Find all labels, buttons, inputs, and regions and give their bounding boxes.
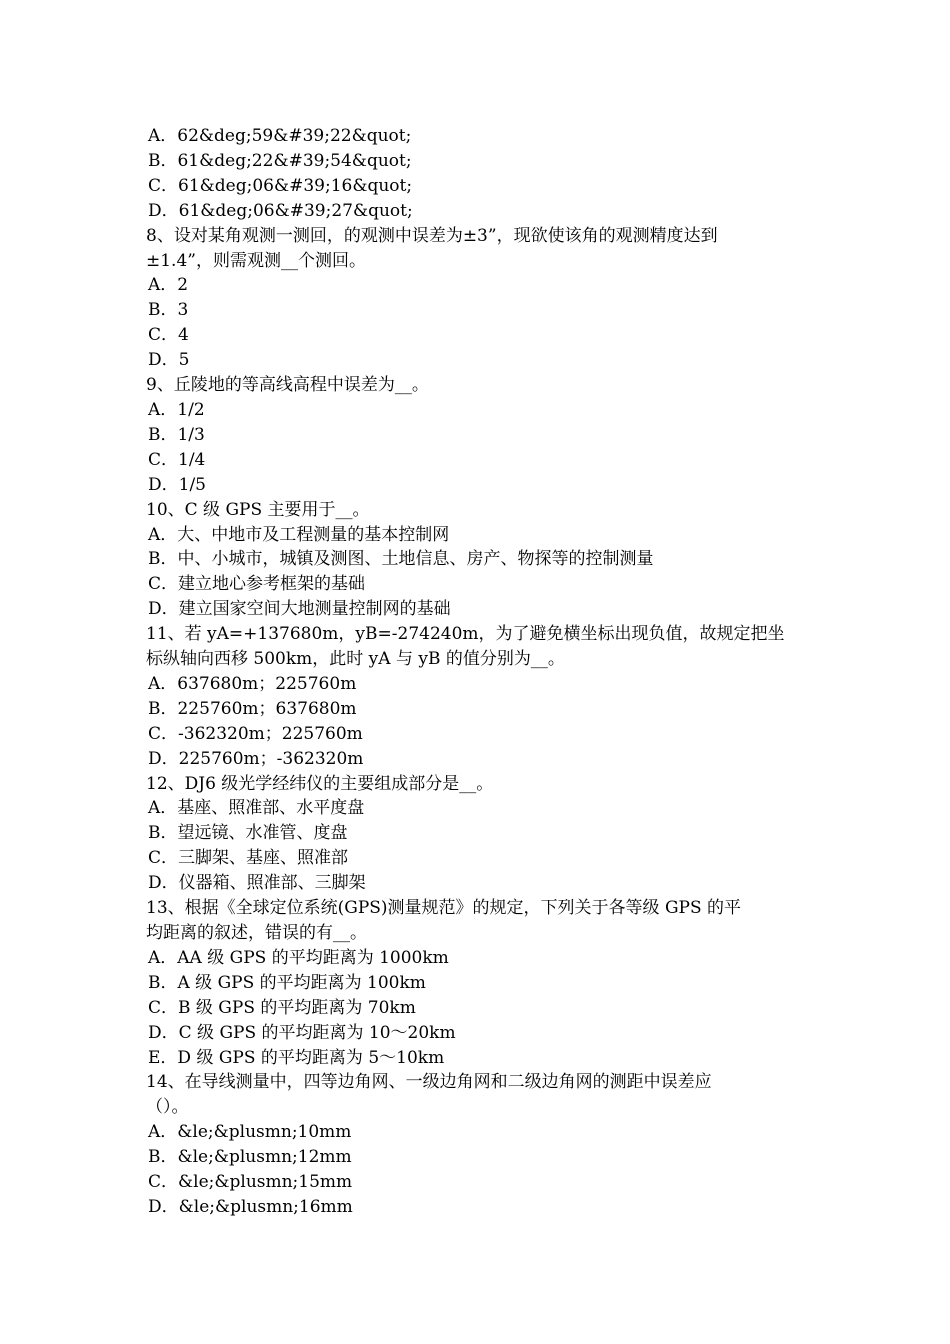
- answer-option: C．三脚架、基座、照准部: [148, 848, 349, 869]
- question-text-line: 13、根据《全球定位系统(GPS)测量规范》的规定，下列关于各等级 GPS 的平: [146, 898, 742, 919]
- question-text-line: 8、设对某角观测一测回，的观测中误差为±3”，现欲使该角的观测精度达到: [146, 225, 718, 246]
- answer-option: C．-362320m；225760m: [148, 723, 363, 744]
- question: [146, 498, 810, 523]
- answer-option: B．1/3: [148, 424, 205, 445]
- answer-option: C．建立地心参考框架的基础: [148, 574, 366, 595]
- answer-option: A．2: [148, 275, 189, 296]
- answer-option: C．61&deg;06&#39;16&quot;: [148, 175, 413, 196]
- answer-option: C．1/4: [148, 449, 206, 470]
- answer-option: C．4: [148, 325, 189, 346]
- answer-option: D．C 级 GPS 的平均距离为 10～20km: [148, 1022, 456, 1043]
- question: [146, 896, 810, 946]
- answer-option: D．仪器箱、照准部、三脚架: [148, 873, 366, 894]
- answer-option: D．建立国家空间大地测量控制网的基础: [148, 599, 451, 620]
- answer-option: A．637680m；225760m: [148, 673, 357, 694]
- answer-option: B．A 级 GPS 的平均距离为 100km: [148, 972, 426, 993]
- question-text-line: 14、在导线测量中，四等边角网、一级边角网和二级边角网的测距中误差应: [146, 1072, 712, 1093]
- answer-option: C．&le;&plusmn;15mm: [148, 1172, 353, 1193]
- question-text-line: 9、丘陵地的等高线高程中误差为__。: [146, 375, 429, 396]
- answer-option: A．&le;&plusmn;10mm: [148, 1122, 352, 1143]
- question-text-line: 11、若 yA=+137680m，yB=-274240m，为了避免横坐标出现负值，故规定把坐: [146, 624, 785, 645]
- answer-option: D．5: [148, 350, 190, 371]
- question: [146, 1070, 810, 1120]
- answer-option: D．1/5: [148, 474, 206, 495]
- question-text-line: （）。: [146, 1097, 189, 1118]
- question-text-line: 10、C 级 GPS 主要用于__。: [146, 499, 370, 520]
- question-text-line: ±1.4”，则需观测__个测回。: [146, 250, 366, 271]
- answer-option: A．AA 级 GPS 的平均距离为 1000km: [148, 947, 449, 968]
- answer-option: B．225760m；637680m: [148, 698, 357, 719]
- answer-option: A．1/2: [148, 399, 205, 420]
- answer-option: B．3: [148, 300, 189, 321]
- answer-option: B．&le;&plusmn;12mm: [148, 1147, 352, 1168]
- answer-option: B．望远镜、水准管、度盘: [148, 823, 348, 844]
- question-text-line: 标纵轴向西移 500km，此时 yA 与 yB 的值分别为__。: [146, 649, 565, 670]
- answer-option: E．D 级 GPS 的平均距离为 5～10km: [148, 1047, 445, 1068]
- answer-option: A．62&deg;59&#39;22&quot;: [148, 126, 412, 146]
- answer-option: D．225760m；-362320m: [148, 748, 364, 769]
- answer-option: D．&le;&plusmn;16mm: [148, 1196, 353, 1217]
- document-body: [146, 124, 810, 1220]
- question: [146, 373, 810, 398]
- question: [146, 772, 810, 797]
- question: [146, 622, 810, 672]
- answer-option: B．61&deg;22&#39;54&quot;: [148, 150, 412, 171]
- answer-option: A．大、中地市及工程测量的基本控制网: [148, 524, 450, 545]
- answer-option: C．B 级 GPS 的平均距离为 70km: [148, 997, 416, 1018]
- question: [146, 224, 810, 274]
- question-text-line: 12、DJ6 级光学经纬仪的主要组成部分是__。: [146, 773, 494, 794]
- answer-option: D．61&deg;06&#39;27&quot;: [148, 200, 413, 221]
- answer-option: A．基座、照准部、水平度盘: [148, 798, 365, 819]
- question-text-line: 均距离的叙述，错误的有__。: [146, 923, 367, 943]
- answer-option: B．中、小城市，城镇及测图、土地信息、房产、物探等的控制测量: [148, 549, 654, 570]
